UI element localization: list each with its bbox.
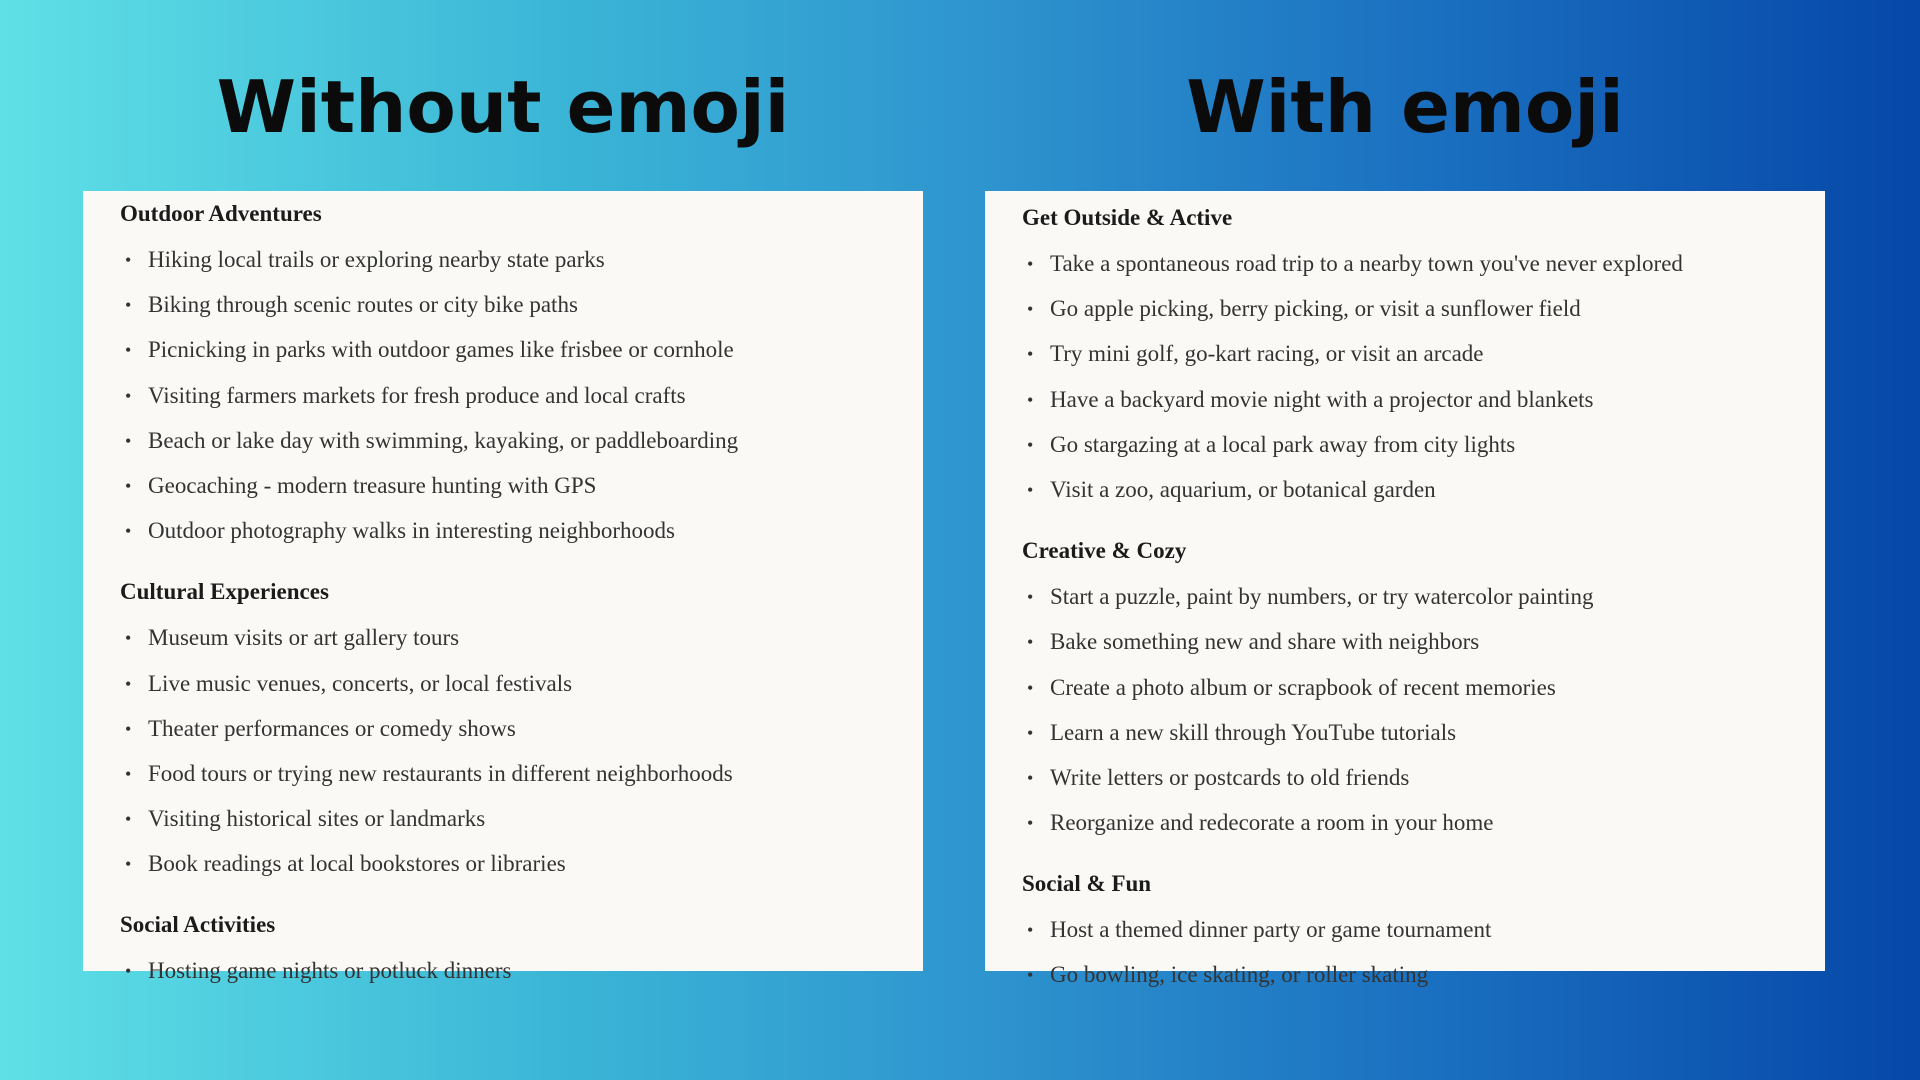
bullet-icon: •: [1027, 587, 1034, 608]
bullet-icon: •: [1027, 479, 1034, 500]
bullet-icon: •: [1027, 965, 1034, 986]
bullet-icon: •: [125, 763, 132, 784]
list-item-text: Visiting historical sites or landmarks: [148, 806, 486, 832]
list-item-text: Food tours or trying new restaurants in different neighborhoods: [148, 760, 733, 786]
list-item-text: Visit a zoo, aquarium, or botanical garden: [1050, 476, 1436, 502]
list-item: [1022, 915, 1805, 960]
list-item-text: Outdoor photography walks in interesting neighborhoods: [148, 518, 676, 544]
bullet-icon: •: [125, 961, 132, 982]
list-item-text: Go bowling, ice skating, or roller skating: [1050, 962, 1429, 988]
bullet-icon: •: [125, 673, 132, 694]
list-item: [120, 804, 903, 849]
left-heading: Without emoji: [216, 65, 790, 149]
list-item: [120, 516, 903, 561]
list-item-text: Go stargazing at a local park away from city lights: [1050, 431, 1516, 457]
bullet-list: [120, 245, 903, 561]
list-item: [120, 759, 903, 804]
list-item-text: Bake something new and share with neighbors: [1050, 629, 1480, 655]
list-item: [1022, 430, 1805, 475]
list-item: [120, 669, 903, 714]
list-item-text: Hiking local trails or exploring nearby state parks: [148, 247, 605, 272]
list-item-text: Biking through scenic routes or city bike paths: [148, 292, 578, 318]
list-item: [1022, 339, 1805, 384]
list-item: [1022, 960, 1805, 1005]
list-item: [1022, 718, 1805, 763]
list-item: [1022, 582, 1805, 627]
section: [120, 577, 903, 894]
bullet-icon: •: [125, 718, 132, 739]
bullet-icon: •: [1027, 722, 1034, 743]
section-title: Social & Fun: [1022, 871, 1152, 897]
list-item: [1022, 673, 1805, 718]
list-item-text: Museum visits or art gallery tours: [148, 625, 460, 651]
list-item: [1022, 294, 1805, 339]
list-item: [120, 849, 903, 894]
list-item: [1022, 475, 1805, 520]
list-item-text: Live music venues, concerts, or local festivals: [148, 670, 573, 696]
list-item-text: Host a themed dinner party or game tournament: [1050, 917, 1492, 943]
bullet-icon: •: [1027, 344, 1034, 365]
section: [120, 199, 903, 561]
section: [1022, 536, 1805, 853]
bullet-icon: •: [125, 809, 132, 830]
section: [1022, 869, 1805, 1005]
bullet-list: [120, 956, 903, 1001]
section-title: Outdoor Adventures: [120, 201, 322, 226]
list-item-text: Picnicking in parks with outdoor games like frisbee or cornhole: [148, 337, 734, 363]
list-item: [120, 245, 903, 290]
left-panel-content: [120, 199, 903, 1018]
bullet-list: [120, 623, 903, 894]
section-title: Social Activities: [120, 912, 276, 938]
list-item-text: Take a spontaneous road trip to a nearby town you've never explored: [1050, 251, 1683, 276]
list-item-text: Learn a new skill through YouTube tutorials: [1050, 719, 1457, 745]
bullet-icon: •: [125, 340, 132, 361]
left-panel: [83, 191, 923, 984]
bullet-icon: •: [125, 430, 132, 451]
list-item: [1022, 385, 1805, 430]
bullet-icon: •: [125, 295, 132, 316]
section-title: Cultural Experiences: [120, 579, 329, 605]
bullet-icon: •: [1027, 920, 1034, 941]
list-item: [1022, 808, 1805, 853]
list-item: [120, 381, 903, 426]
list-item: [120, 623, 903, 668]
bullet-list: [1022, 915, 1805, 1005]
bullet-icon: •: [125, 854, 132, 875]
bullet-icon: •: [1027, 767, 1034, 788]
list-item: [1022, 249, 1805, 294]
list-item: [120, 290, 903, 335]
list-item-text: Hosting game nights or potluck dinners: [148, 958, 512, 984]
list-item-text: Reorganize and redecorate a room in your home: [1050, 810, 1494, 836]
bullet-list: [1022, 582, 1805, 853]
list-item: [120, 426, 903, 471]
list-item-text: Try mini golf, go-kart racing, or visit an arcade: [1050, 341, 1484, 367]
bullet-icon: •: [1027, 299, 1034, 320]
bullet-icon: •: [1027, 389, 1034, 410]
list-item-text: Visiting farmers markets for fresh produce and local crafts: [148, 382, 686, 408]
list-item: [120, 471, 903, 516]
list-item-text: Geocaching - modern treasure hunting with GPS: [148, 472, 597, 498]
list-item-text: Start a puzzle, paint by numbers, or try watercolor painting: [1050, 584, 1594, 610]
section: [1022, 203, 1805, 520]
bullet-icon: •: [1027, 254, 1034, 274]
bullet-icon: •: [125, 521, 132, 542]
right-heading: With emoji: [1186, 65, 1624, 149]
bullet-icon: •: [1027, 677, 1034, 698]
list-item-text: Have a backyard movie night with a projector and blankets: [1050, 386, 1594, 412]
list-item-text: Go apple picking, berry picking, or visit a sunflower field: [1050, 296, 1581, 322]
bullet-icon: •: [1027, 632, 1034, 653]
bullet-list: [1022, 249, 1805, 520]
list-item: [1022, 627, 1805, 672]
list-item-text: Theater performances or comedy shows: [148, 715, 516, 741]
bullet-icon: •: [1027, 434, 1034, 455]
list-item-text: Beach or lake day with swimming, kayaking, or paddleboarding: [148, 427, 739, 453]
right-panel: [985, 191, 1825, 988]
section-title: Creative & Cozy: [1022, 538, 1187, 564]
bullet-icon: •: [125, 385, 132, 406]
bullet-icon: •: [125, 628, 132, 649]
list-item: [120, 714, 903, 759]
bullet-icon: •: [125, 250, 132, 270]
section-title: Get Outside & Active: [1022, 205, 1233, 230]
bullet-icon: •: [125, 475, 132, 496]
bullet-icon: •: [1027, 813, 1034, 834]
list-item-text: Write letters or postcards to old friends: [1050, 764, 1410, 790]
list-item-text: Create a photo album or scrapbook of recent memories: [1050, 674, 1556, 700]
right-panel-content: [1022, 203, 1805, 1022]
section: [120, 910, 903, 1001]
list-item: [1022, 763, 1805, 808]
list-item: [120, 956, 903, 1001]
list-item: [120, 335, 903, 380]
list-item-text: Book readings at local bookstores or libraries: [148, 851, 566, 877]
